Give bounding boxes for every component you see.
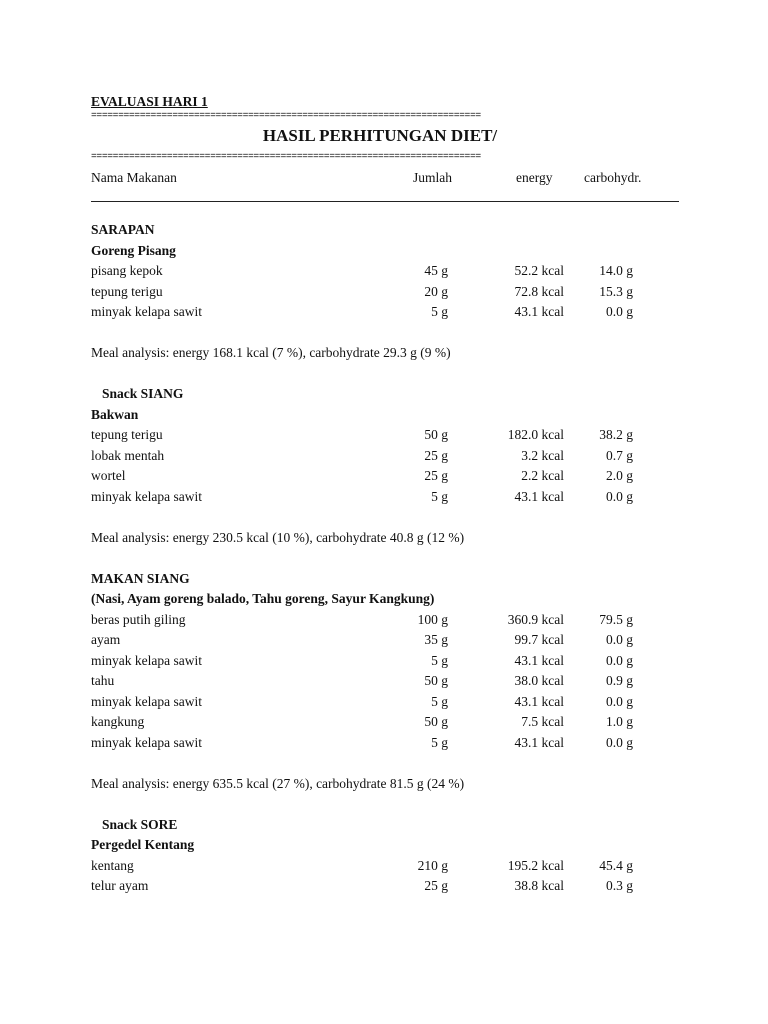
food-name: tepung terigu [91,427,163,442]
food-qty: 5 g [431,652,448,668]
food-name: wortel [91,468,126,483]
food-qty: 50 g [424,714,448,729]
meal-analysis: Meal analysis: energy 635.5 kcal (27 %), carbohydrate 81.5 g (24 %) [91,775,465,791]
food-row [91,630,679,651]
meal-block [91,384,679,548]
food-carb: 14.0 g [599,263,633,278]
food-qty: 5 g [431,734,448,750]
food-name: ayam [91,632,121,647]
food-energy: 3.2 kcal [521,447,564,463]
food-name: kentang [91,857,134,873]
food-row [91,282,679,303]
food-row [91,261,679,282]
food-energy: 7.5 kcal [521,714,564,729]
food-carb: 0.0 g [606,734,633,750]
food-carb: 79.5 g [599,611,633,627]
food-energy: 43.1 kcal [514,304,564,319]
food-row [91,651,679,672]
food-energy: 38.0 kcal [514,673,564,688]
food-energy: 182.0 kcal [507,427,564,442]
food-name: minyak kelapa sawit [91,734,202,750]
meal-list [91,220,679,897]
food-row [91,712,679,733]
food-carb: 0.7 g [606,447,633,463]
food-row [91,446,679,467]
food-row [91,302,679,323]
food-qty: 45 g [424,263,448,278]
meal-section-title: MAKAN SIANG [91,570,190,586]
food-carb: 38.2 g [599,427,633,442]
food-carb: 0.0 g [606,304,633,319]
food-name: tahu [91,673,115,688]
food-energy: 99.7 kcal [514,632,564,647]
food-qty: 100 g [417,611,448,627]
food-name: telur ayam [91,878,149,893]
food-row [91,856,679,877]
food-name: minyak kelapa sawit [91,304,202,319]
food-row [91,466,679,487]
food-energy: 43.1 kcal [514,693,564,709]
dish-name: Pergedel Kentang [91,837,195,852]
meal-analysis: Meal analysis: energy 168.1 kcal (7 %), carbohydrate 29.3 g (9 %) [91,345,451,360]
meal-section-title: SARAPAN [91,222,155,237]
food-name: minyak kelapa sawit [91,488,202,504]
food-energy: 72.8 kcal [514,283,564,299]
dish-name: (Nasi, Ayam goreng balado, Tahu goreng, Sayur Kangkung) [91,591,435,606]
food-carb: 15.3 g [599,283,633,299]
food-row [91,610,679,631]
food-name: beras putih giling [91,611,186,627]
column-header [91,161,679,201]
food-carb: 0.0 g [606,632,633,647]
food-carb: 2.0 g [606,468,633,483]
food-energy: 43.1 kcal [514,734,564,750]
dish-name: Bakwan [91,406,139,422]
food-carb: 0.0 g [606,652,633,668]
meal-block [91,569,679,795]
food-qty: 25 g [424,468,448,483]
food-qty: 25 g [424,878,448,893]
food-qty: 210 g [417,857,448,873]
food-carb: 0.9 g [606,673,633,688]
food-qty: 50 g [424,427,448,442]
food-qty: 5 g [431,693,448,709]
food-energy: 38.8 kcal [514,878,564,893]
food-energy: 195.2 kcal [507,857,564,873]
food-row [91,487,679,508]
food-row [91,671,679,692]
food-name: kangkung [91,714,145,729]
document-page [91,92,679,897]
food-row [91,733,679,754]
food-name: minyak kelapa sawit [91,693,202,709]
separator-top: ======================================================================== [91,111,481,120]
food-row [91,425,679,446]
header-rule [91,201,679,202]
meal-section-title: Snack SIANG [102,386,184,401]
food-energy: 52.2 kcal [514,263,564,278]
food-carb: 0.0 g [606,488,633,504]
meal-block [91,815,679,897]
col-header-name: Nama Makanan [91,170,177,185]
page-title: HASIL PERHITUNGAN DIET/ [262,126,498,145]
food-energy: 43.1 kcal [514,488,564,504]
food-energy: 360.9 kcal [507,611,564,627]
food-row [91,692,679,713]
food-qty: 35 g [424,632,448,647]
food-energy: 2.2 kcal [521,468,564,483]
col-header-carb: carbohydr. [584,170,642,185]
food-qty: 25 g [424,447,448,463]
food-row [91,876,679,897]
food-carb: 45.4 g [599,857,633,873]
food-carb: 0.0 g [606,693,633,709]
food-name: tepung terigu [91,283,163,299]
food-name: lobak mentah [91,447,165,463]
separator-bottom: ======================================================================== [91,152,481,161]
food-qty: 5 g [431,304,448,319]
food-qty: 50 g [424,673,448,688]
col-header-energy: energy [516,170,553,185]
dish-name: Goreng Pisang [91,242,176,258]
food-carb: 1.0 g [606,714,633,729]
food-name: pisang kepok [91,263,163,278]
meal-section-title: Snack SORE [102,816,178,832]
food-name: minyak kelapa sawit [91,652,202,668]
food-qty: 20 g [424,283,448,299]
food-qty: 5 g [431,488,448,504]
meal-block [91,220,679,364]
food-carb: 0.3 g [606,878,633,893]
evaluation-label: EVALUASI HARI 1 [91,94,208,109]
col-header-qty: Jumlah [413,170,452,185]
food-energy: 43.1 kcal [514,652,564,668]
meal-analysis: Meal analysis: energy 230.5 kcal (10 %), carbohydrate 40.8 g (12 %) [91,529,465,545]
